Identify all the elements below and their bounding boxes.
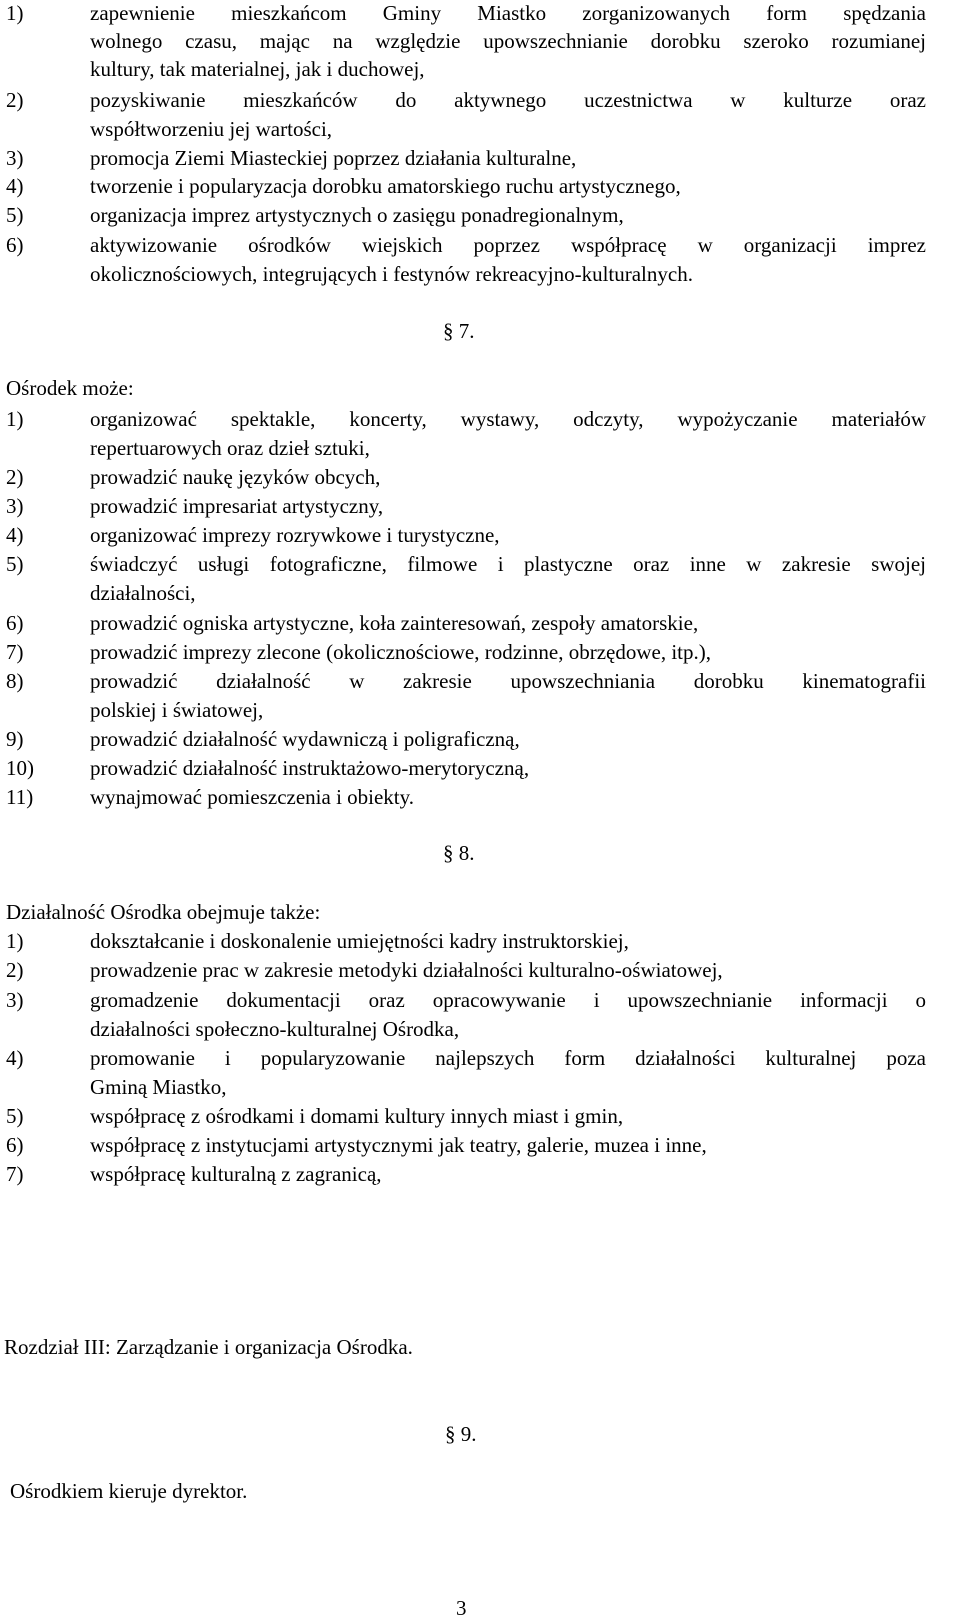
item-number: 4) [6,523,24,547]
item-number: 1) [6,407,24,431]
item-text: repertuarowych oraz dzieł sztuki, [90,436,370,460]
item-number: 6) [6,233,24,257]
item-text: prowadzić ogniska artystyczne, koła zainteresowań, zespoły amatorskie, [90,611,699,635]
item-text: tworzenie i popularyzacja dorobku amatorskiego ruchu artystycznego, [90,174,681,198]
item-text: kultury, tak materialnej, jak i duchowej, [90,57,425,81]
item-number: 5) [6,203,24,227]
item-number: 1) [6,1,24,25]
item-text: promocja Ziemi Miasteckiej poprzez działania kulturalne, [90,146,577,170]
item-text: prowadzić działalność w zakresie upowszechniania dorobku kinematografii [90,669,926,693]
item-text: prowadzić działalność instruktażowo-merytoryczną, [90,756,530,780]
item-number: 8) [6,669,24,693]
item-text: organizować imprezy rozrywkowe i turystyczne, [90,523,500,547]
item-text: współpracę z ośrodkami i domami kultury innych miast i gmin, [90,1104,624,1128]
item-number: 6) [6,611,24,635]
item-text: gromadzenie dokumentacji oraz opracowywanie i upowszechnianie informacji o [90,988,926,1012]
item-number: 5) [6,552,24,576]
item-text: współtworzeniu jej wartości, [90,117,333,141]
item-text: Gminą Miastko, [90,1075,227,1099]
item-number: 6) [6,1133,24,1157]
item-number: 9) [6,727,24,751]
item-text: promowanie i popularyzowanie najlepszych form działalności kulturalnej poza [90,1046,926,1070]
chapter-title: Rozdział III: Zarządzanie i organizacja Ośrodka. [4,1335,413,1359]
item-number: 3) [6,146,24,170]
item-text: okolicznościowych, integrujących i festynów rekreacyjno-kulturalnych. [90,262,693,286]
item-number: 7) [6,640,24,664]
item-text: zapewnienie mieszkańcom Gminy Miastko zorganizowanych form spędzania [90,1,926,25]
item-number: 4) [6,174,24,198]
item-number: 4) [6,1046,24,1070]
item-number: 1) [6,929,24,953]
section-mark: § 9. [445,1422,477,1446]
item-number: 3) [6,494,24,518]
item-text: świadczyć usługi fotograficzne, filmowe i plastyczne oraz inne w zakresie swojej [90,552,926,576]
item-text: wolnego czasu, mając na względzie upowszechnianie dorobku szeroko rozumianej [90,29,926,53]
item-text: wynajmować pomieszczenia i obiekty. [90,785,415,809]
section-intro: Ośrodek może: [6,376,134,400]
page-number: 3 [456,1596,467,1620]
item-text: polskiej i światowej, [90,698,264,722]
item-text: działalności społeczno-kulturalnej Ośrodka, [90,1017,460,1041]
section-mark: § 8. [443,841,475,865]
item-text: prowadzić imprezy zlecone (okolicznościowe, rodzinne, obrzędowe, itp.), [90,640,711,664]
item-number: 3) [6,988,24,1012]
item-number: 7) [6,1162,24,1186]
item-text: działalności, [90,581,196,605]
item-text: prowadzić działalność wydawniczą i poligraficzną, [90,727,520,751]
item-text: organizacja imprez artystycznych o zasięgu ponadregionalnym, [90,203,624,227]
item-number: 2) [6,465,24,489]
section-mark: § 7. [443,319,475,343]
item-text: organizować spektakle, koncerty, wystawy, odczyty, wypożyczanie materiałów [90,407,926,431]
item-text: dokształcanie i doskonalenie umiejętności kadry instruktorskiej, [90,929,629,953]
item-text: współpracę z instytucjami artystycznymi jak teatry, galerie, muzea i inne, [90,1133,707,1157]
item-text: aktywizowanie ośrodków wiejskich poprzez współpracę w organizacji imprez [90,233,926,257]
item-number: 10) [6,756,34,780]
section-text: Ośrodkiem kieruje dyrektor. [10,1479,248,1503]
item-number: 11) [6,785,34,809]
item-text: współpracę kulturalną z zagranicą, [90,1162,382,1186]
item-text: pozyskiwanie mieszkańców do aktywnego uczestnictwa w kulturze oraz [90,88,926,112]
item-text: prowadzić naukę języków obcych, [90,465,381,489]
section-intro: Działalność Ośrodka obejmuje także: [6,900,321,924]
item-number: 2) [6,958,24,982]
item-text: prowadzenie prac w zakresie metodyki działalności kulturalno-oświatowej, [90,958,723,982]
item-number: 5) [6,1104,24,1128]
item-text: prowadzić impresariat artystyczny, [90,494,384,518]
item-number: 2) [6,88,24,112]
